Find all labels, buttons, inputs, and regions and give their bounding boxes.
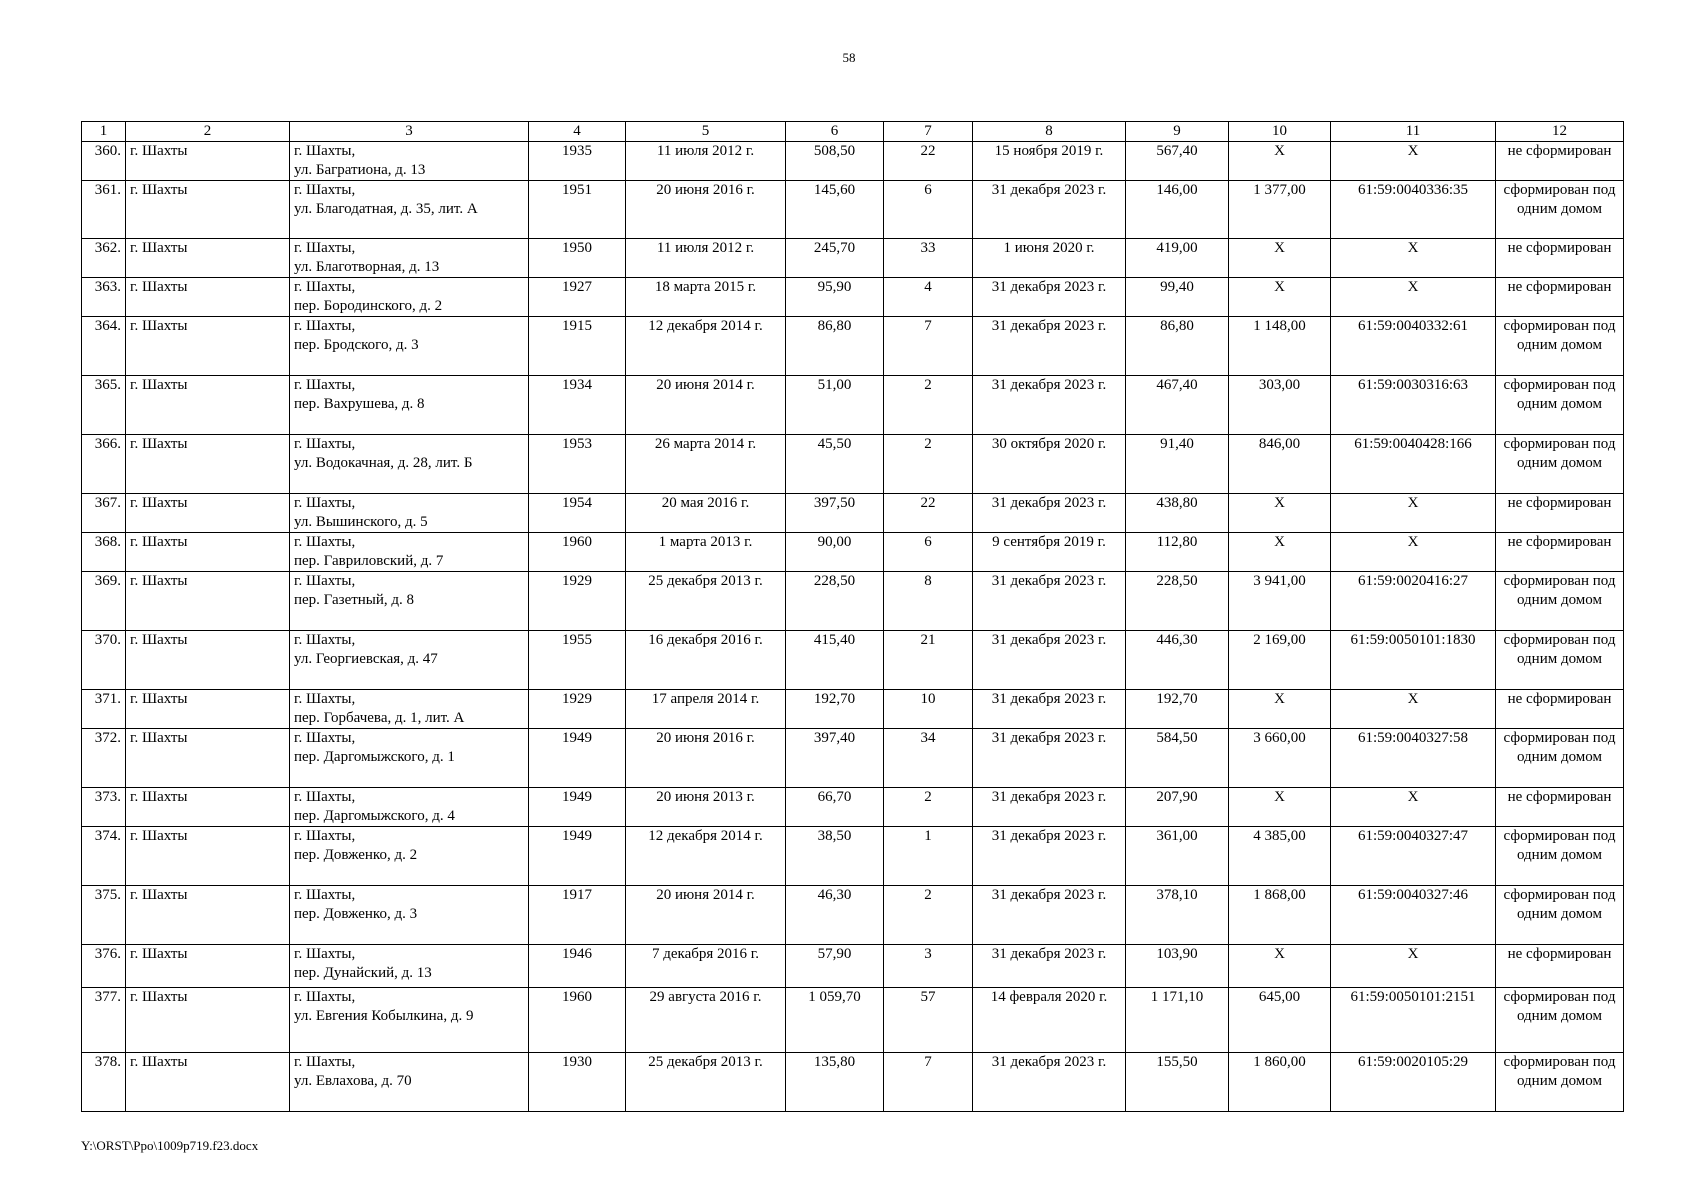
year-built-cell: 1951 <box>529 181 626 239</box>
total-area-cell: 99,40 <box>1126 278 1229 317</box>
emergency-area-cell: 51,00 <box>786 376 884 435</box>
total-area-cell: 86,80 <box>1126 317 1229 376</box>
land-status-cell: не сформирован <box>1496 494 1624 533</box>
year-built-cell: 1929 <box>529 572 626 631</box>
residents-count-cell: 2 <box>884 435 973 494</box>
total-area-cell: 112,80 <box>1126 533 1229 572</box>
table-row <box>82 788 1624 827</box>
land-area-cell: 1 868,00 <box>1229 886 1331 945</box>
year-built-cell: 1954 <box>529 494 626 533</box>
resettlement-date-cell: 1 июня 2020 г. <box>973 239 1126 278</box>
recognition-date-cell: 12 декабря 2014 г. <box>626 827 786 886</box>
resettlement-date-cell: 31 декабря 2023 г. <box>973 729 1126 788</box>
residents-count-cell: 10 <box>884 690 973 729</box>
emergency-area-cell: 86,80 <box>786 317 884 376</box>
land-area-cell: 846,00 <box>1229 435 1331 494</box>
resettlement-date-cell: 31 декабря 2023 г. <box>973 1053 1126 1112</box>
emergency-area-cell: 192,70 <box>786 690 884 729</box>
land-status-cell: сформирован под одним домом <box>1496 988 1624 1053</box>
residents-count-cell: 57 <box>884 988 973 1053</box>
recognition-date-cell: 20 июня 2016 г. <box>626 729 786 788</box>
row-number: 360. <box>82 142 126 181</box>
total-area-cell: 91,40 <box>1126 435 1229 494</box>
residents-count-cell: 1 <box>884 827 973 886</box>
row-number: 363. <box>82 278 126 317</box>
recognition-date-cell: 25 декабря 2013 г. <box>626 572 786 631</box>
recognition-date-cell: 18 марта 2015 г. <box>626 278 786 317</box>
column-header: 4 <box>529 122 626 142</box>
land-status-cell: не сформирован <box>1496 690 1624 729</box>
year-built-cell: 1930 <box>529 1053 626 1112</box>
emergency-area-cell: 415,40 <box>786 631 884 690</box>
row-number: 366. <box>82 435 126 494</box>
emergency-area-cell: 46,30 <box>786 886 884 945</box>
city-cell: г. Шахты <box>126 376 290 435</box>
cadastral-number-cell: 61:59:0050101:1830 <box>1331 631 1496 690</box>
recognition-date-cell: 25 декабря 2013 г. <box>626 1053 786 1112</box>
table-row <box>82 886 1624 945</box>
column-header: 12 <box>1496 122 1624 142</box>
row-number: 364. <box>82 317 126 376</box>
row-number: 361. <box>82 181 126 239</box>
cadastral-number-cell: Х <box>1331 788 1496 827</box>
land-status-cell: не сформирован <box>1496 142 1624 181</box>
year-built-cell: 1917 <box>529 886 626 945</box>
residents-count-cell: 34 <box>884 729 973 788</box>
address-cell: г. Шахты, ул. Вышинского, д. 5 <box>290 494 529 533</box>
year-built-cell: 1927 <box>529 278 626 317</box>
cadastral-number-cell: Х <box>1331 278 1496 317</box>
cadastral-number-cell: 61:59:0040336:35 <box>1331 181 1496 239</box>
table-row <box>82 376 1624 435</box>
residents-count-cell: 33 <box>884 239 973 278</box>
land-status-cell: не сформирован <box>1496 239 1624 278</box>
table-row <box>82 690 1624 729</box>
recognition-date-cell: 20 июня 2013 г. <box>626 788 786 827</box>
emergency-area-cell: 38,50 <box>786 827 884 886</box>
land-area-cell: 1 860,00 <box>1229 1053 1331 1112</box>
city-cell: г. Шахты <box>126 572 290 631</box>
land-status-cell: не сформирован <box>1496 278 1624 317</box>
year-built-cell: 1960 <box>529 533 626 572</box>
total-area-cell: 155,50 <box>1126 1053 1229 1112</box>
city-cell: г. Шахты <box>126 945 290 988</box>
emergency-area-cell: 90,00 <box>786 533 884 572</box>
registry-body <box>82 142 1624 1112</box>
recognition-date-cell: 16 декабря 2016 г. <box>626 631 786 690</box>
total-area-cell: 361,00 <box>1126 827 1229 886</box>
total-area-cell: 228,50 <box>1126 572 1229 631</box>
land-area-cell: Х <box>1229 945 1331 988</box>
recognition-date-cell: 11 июля 2012 г. <box>626 239 786 278</box>
page-number: 58 <box>842 50 856 65</box>
cadastral-number-cell: Х <box>1331 494 1496 533</box>
land-status-cell: сформирован под одним домом <box>1496 435 1624 494</box>
recognition-date-cell: 17 апреля 2014 г. <box>626 690 786 729</box>
table-row <box>82 317 1624 376</box>
address-cell: г. Шахты, ул. Евлахова, д. 70 <box>290 1053 529 1112</box>
total-area-cell: 446,30 <box>1126 631 1229 690</box>
column-header: 3 <box>290 122 529 142</box>
column-header: 5 <box>626 122 786 142</box>
recognition-date-cell: 11 июля 2012 г. <box>626 142 786 181</box>
emergency-area-cell: 45,50 <box>786 435 884 494</box>
city-cell: г. Шахты <box>126 278 290 317</box>
address-cell: г. Шахты, пер. Бродского, д. 3 <box>290 317 529 376</box>
residents-count-cell: 2 <box>884 376 973 435</box>
land-area-cell: Х <box>1229 690 1331 729</box>
city-cell: г. Шахты <box>126 1053 290 1112</box>
table-row <box>82 988 1624 1053</box>
resettlement-date-cell: 31 декабря 2023 г. <box>973 827 1126 886</box>
address-cell: г. Шахты, пер. Довженко, д. 3 <box>290 886 529 945</box>
recognition-date-cell: 20 мая 2016 г. <box>626 494 786 533</box>
total-area-cell: 584,50 <box>1126 729 1229 788</box>
address-cell: г. Шахты, пер. Довженко, д. 2 <box>290 827 529 886</box>
city-cell: г. Шахты <box>126 827 290 886</box>
land-status-cell: не сформирован <box>1496 533 1624 572</box>
row-number: 362. <box>82 239 126 278</box>
emergency-area-cell: 245,70 <box>786 239 884 278</box>
total-area-cell: 1 171,10 <box>1126 988 1229 1053</box>
recognition-date-cell: 29 августа 2016 г. <box>626 988 786 1053</box>
column-header: 2 <box>126 122 290 142</box>
table-row <box>82 435 1624 494</box>
residents-count-cell: 2 <box>884 886 973 945</box>
total-area-cell: 438,80 <box>1126 494 1229 533</box>
residents-count-cell: 6 <box>884 533 973 572</box>
recognition-date-cell: 7 декабря 2016 г. <box>626 945 786 988</box>
table-row <box>82 827 1624 886</box>
column-header: 7 <box>884 122 973 142</box>
land-status-cell: сформирован под одним домом <box>1496 376 1624 435</box>
total-area-cell: 192,70 <box>1126 690 1229 729</box>
address-cell: г. Шахты, ул. Благотворная, д. 13 <box>290 239 529 278</box>
column-header: 6 <box>786 122 884 142</box>
row-number: 377. <box>82 988 126 1053</box>
table-row <box>82 278 1624 317</box>
land-status-cell: сформирован под одним домом <box>1496 181 1624 239</box>
recognition-date-cell: 12 декабря 2014 г. <box>626 317 786 376</box>
address-cell: г. Шахты, ул. Благодатная, д. 35, лит. А <box>290 181 529 239</box>
land-area-cell: Х <box>1229 142 1331 181</box>
housing-registry-table <box>81 121 1624 1112</box>
resettlement-date-cell: 14 февраля 2020 г. <box>973 988 1126 1053</box>
land-status-cell: не сформирован <box>1496 945 1624 988</box>
land-status-cell: сформирован под одним домом <box>1496 1053 1624 1112</box>
emergency-area-cell: 145,60 <box>786 181 884 239</box>
row-number: 373. <box>82 788 126 827</box>
city-cell: г. Шахты <box>126 729 290 788</box>
city-cell: г. Шахты <box>126 435 290 494</box>
emergency-area-cell: 57,90 <box>786 945 884 988</box>
resettlement-date-cell: 31 декабря 2023 г. <box>973 376 1126 435</box>
residents-count-cell: 6 <box>884 181 973 239</box>
city-cell: г. Шахты <box>126 142 290 181</box>
residents-count-cell: 3 <box>884 945 973 988</box>
resettlement-date-cell: 31 декабря 2023 г. <box>973 494 1126 533</box>
resettlement-date-cell: 31 декабря 2023 г. <box>973 572 1126 631</box>
column-header: 9 <box>1126 122 1229 142</box>
row-number: 368. <box>82 533 126 572</box>
emergency-area-cell: 397,40 <box>786 729 884 788</box>
city-cell: г. Шахты <box>126 317 290 376</box>
address-cell: г. Шахты, пер. Горбачева, д. 1, лит. А <box>290 690 529 729</box>
land-status-cell: сформирован под одним домом <box>1496 317 1624 376</box>
table-row <box>82 1053 1624 1112</box>
residents-count-cell: 4 <box>884 278 973 317</box>
resettlement-date-cell: 9 сентября 2019 г. <box>973 533 1126 572</box>
year-built-cell: 1953 <box>529 435 626 494</box>
year-built-cell: 1960 <box>529 988 626 1053</box>
recognition-date-cell: 20 июня 2014 г. <box>626 376 786 435</box>
cadastral-number-cell: 61:59:0040428:166 <box>1331 435 1496 494</box>
year-built-cell: 1929 <box>529 690 626 729</box>
emergency-area-cell: 228,50 <box>786 572 884 631</box>
emergency-area-cell: 95,90 <box>786 278 884 317</box>
resettlement-date-cell: 31 декабря 2023 г. <box>973 181 1126 239</box>
cadastral-number-cell: Х <box>1331 533 1496 572</box>
recognition-date-cell: 1 марта 2013 г. <box>626 533 786 572</box>
total-area-cell: 567,40 <box>1126 142 1229 181</box>
recognition-date-cell: 26 марта 2014 г. <box>626 435 786 494</box>
cadastral-number-cell: 61:59:0040327:46 <box>1331 886 1496 945</box>
recognition-date-cell: 20 июня 2016 г. <box>626 181 786 239</box>
cadastral-number-cell: 61:59:0040332:61 <box>1331 317 1496 376</box>
land-area-cell: Х <box>1229 788 1331 827</box>
emergency-area-cell: 397,50 <box>786 494 884 533</box>
table-row <box>82 239 1624 278</box>
row-number: 375. <box>82 886 126 945</box>
resettlement-date-cell: 15 ноября 2019 г. <box>973 142 1126 181</box>
year-built-cell: 1934 <box>529 376 626 435</box>
address-cell: г. Шахты, пер. Даргомыжского, д. 4 <box>290 788 529 827</box>
footer-file-path: Y:\ORST\Ppo\1009p719.f23.docx <box>81 1138 259 1153</box>
address-cell: г. Шахты, пер. Бородинского, д. 2 <box>290 278 529 317</box>
table-row <box>82 729 1624 788</box>
total-area-cell: 207,90 <box>1126 788 1229 827</box>
cadastral-number-cell: 61:59:0040327:47 <box>1331 827 1496 886</box>
residents-count-cell: 22 <box>884 142 973 181</box>
resettlement-date-cell: 31 декабря 2023 г. <box>973 631 1126 690</box>
row-number: 371. <box>82 690 126 729</box>
residents-count-cell: 7 <box>884 1053 973 1112</box>
land-status-cell: не сформирован <box>1496 788 1624 827</box>
address-cell: г. Шахты, ул. Евгения Кобылкина, д. 9 <box>290 988 529 1053</box>
land-area-cell: 1 377,00 <box>1229 181 1331 239</box>
column-number-row <box>82 122 1624 142</box>
cadastral-number-cell: Х <box>1331 142 1496 181</box>
resettlement-date-cell: 31 декабря 2023 г. <box>973 886 1126 945</box>
city-cell: г. Шахты <box>126 988 290 1053</box>
year-built-cell: 1935 <box>529 142 626 181</box>
cadastral-number-cell: Х <box>1331 945 1496 988</box>
city-cell: г. Шахты <box>126 690 290 729</box>
address-cell: г. Шахты, ул. Багратиона, д. 13 <box>290 142 529 181</box>
resettlement-date-cell: 30 октября 2020 г. <box>973 435 1126 494</box>
cadastral-number-cell: 61:59:0030316:63 <box>1331 376 1496 435</box>
residents-count-cell: 21 <box>884 631 973 690</box>
column-header: 11 <box>1331 122 1496 142</box>
address-cell: г. Шахты, пер. Вахрушева, д. 8 <box>290 376 529 435</box>
land-area-cell: Х <box>1229 278 1331 317</box>
land-area-cell: 1 148,00 <box>1229 317 1331 376</box>
residents-count-cell: 8 <box>884 572 973 631</box>
land-area-cell: Х <box>1229 494 1331 533</box>
emergency-area-cell: 135,80 <box>786 1053 884 1112</box>
table-row <box>82 533 1624 572</box>
land-status-cell: сформирован под одним домом <box>1496 572 1624 631</box>
row-number: 374. <box>82 827 126 886</box>
city-cell: г. Шахты <box>126 181 290 239</box>
land-area-cell: 645,00 <box>1229 988 1331 1053</box>
total-area-cell: 146,00 <box>1126 181 1229 239</box>
row-number: 367. <box>82 494 126 533</box>
table-row <box>82 631 1624 690</box>
cadastral-number-cell: 61:59:0020416:27 <box>1331 572 1496 631</box>
address-cell: г. Шахты, пер. Дунайский, д. 13 <box>290 945 529 988</box>
land-area-cell: 303,00 <box>1229 376 1331 435</box>
year-built-cell: 1950 <box>529 239 626 278</box>
cadastral-number-cell: Х <box>1331 690 1496 729</box>
land-area-cell: Х <box>1229 533 1331 572</box>
city-cell: г. Шахты <box>126 788 290 827</box>
table-row <box>82 142 1624 181</box>
row-number: 370. <box>82 631 126 690</box>
year-built-cell: 1946 <box>529 945 626 988</box>
table-row <box>82 494 1624 533</box>
city-cell: г. Шахты <box>126 494 290 533</box>
year-built-cell: 1949 <box>529 788 626 827</box>
column-header: 10 <box>1229 122 1331 142</box>
total-area-cell: 103,90 <box>1126 945 1229 988</box>
cadastral-number-cell: 61:59:0050101:2151 <box>1331 988 1496 1053</box>
table-row <box>82 572 1624 631</box>
year-built-cell: 1955 <box>529 631 626 690</box>
land-area-cell: 4 385,00 <box>1229 827 1331 886</box>
row-number: 365. <box>82 376 126 435</box>
land-area-cell: 3 941,00 <box>1229 572 1331 631</box>
resettlement-date-cell: 31 декабря 2023 г. <box>973 788 1126 827</box>
row-number: 376. <box>82 945 126 988</box>
land-status-cell: сформирован под одним домом <box>1496 631 1624 690</box>
table-row <box>82 945 1624 988</box>
column-header: 8 <box>973 122 1126 142</box>
total-area-cell: 467,40 <box>1126 376 1229 435</box>
year-built-cell: 1949 <box>529 827 626 886</box>
address-cell: г. Шахты, ул. Водокачная, д. 28, лит. Б <box>290 435 529 494</box>
total-area-cell: 419,00 <box>1126 239 1229 278</box>
row-number: 372. <box>82 729 126 788</box>
land-area-cell: Х <box>1229 239 1331 278</box>
year-built-cell: 1915 <box>529 317 626 376</box>
cadastral-number-cell: 61:59:0020105:29 <box>1331 1053 1496 1112</box>
cadastral-number-cell: Х <box>1331 239 1496 278</box>
address-cell: г. Шахты, пер. Газетный, д. 8 <box>290 572 529 631</box>
recognition-date-cell: 20 июня 2014 г. <box>626 886 786 945</box>
resettlement-date-cell: 31 декабря 2023 г. <box>973 690 1126 729</box>
city-cell: г. Шахты <box>126 239 290 278</box>
land-area-cell: 3 660,00 <box>1229 729 1331 788</box>
residents-count-cell: 22 <box>884 494 973 533</box>
land-status-cell: сформирован под одним домом <box>1496 886 1624 945</box>
emergency-area-cell: 1 059,70 <box>786 988 884 1053</box>
residents-count-cell: 7 <box>884 317 973 376</box>
total-area-cell: 378,10 <box>1126 886 1229 945</box>
column-header: 1 <box>82 122 126 142</box>
row-number: 378. <box>82 1053 126 1112</box>
city-cell: г. Шахты <box>126 631 290 690</box>
year-built-cell: 1949 <box>529 729 626 788</box>
city-cell: г. Шахты <box>126 533 290 572</box>
land-status-cell: сформирован под одним домом <box>1496 827 1624 886</box>
emergency-area-cell: 508,50 <box>786 142 884 181</box>
address-cell: г. Шахты, пер. Даргомыжского, д. 1 <box>290 729 529 788</box>
residents-count-cell: 2 <box>884 788 973 827</box>
address-cell: г. Шахты, ул. Георгиевская, д. 47 <box>290 631 529 690</box>
row-number: 369. <box>82 572 126 631</box>
land-status-cell: сформирован под одним домом <box>1496 729 1624 788</box>
city-cell: г. Шахты <box>126 886 290 945</box>
cadastral-number-cell: 61:59:0040327:58 <box>1331 729 1496 788</box>
table-row <box>82 181 1624 239</box>
resettlement-date-cell: 31 декабря 2023 г. <box>973 945 1126 988</box>
emergency-area-cell: 66,70 <box>786 788 884 827</box>
land-area-cell: 2 169,00 <box>1229 631 1331 690</box>
resettlement-date-cell: 31 декабря 2023 г. <box>973 278 1126 317</box>
resettlement-date-cell: 31 декабря 2023 г. <box>973 317 1126 376</box>
address-cell: г. Шахты, пер. Гавриловский, д. 7 <box>290 533 529 572</box>
